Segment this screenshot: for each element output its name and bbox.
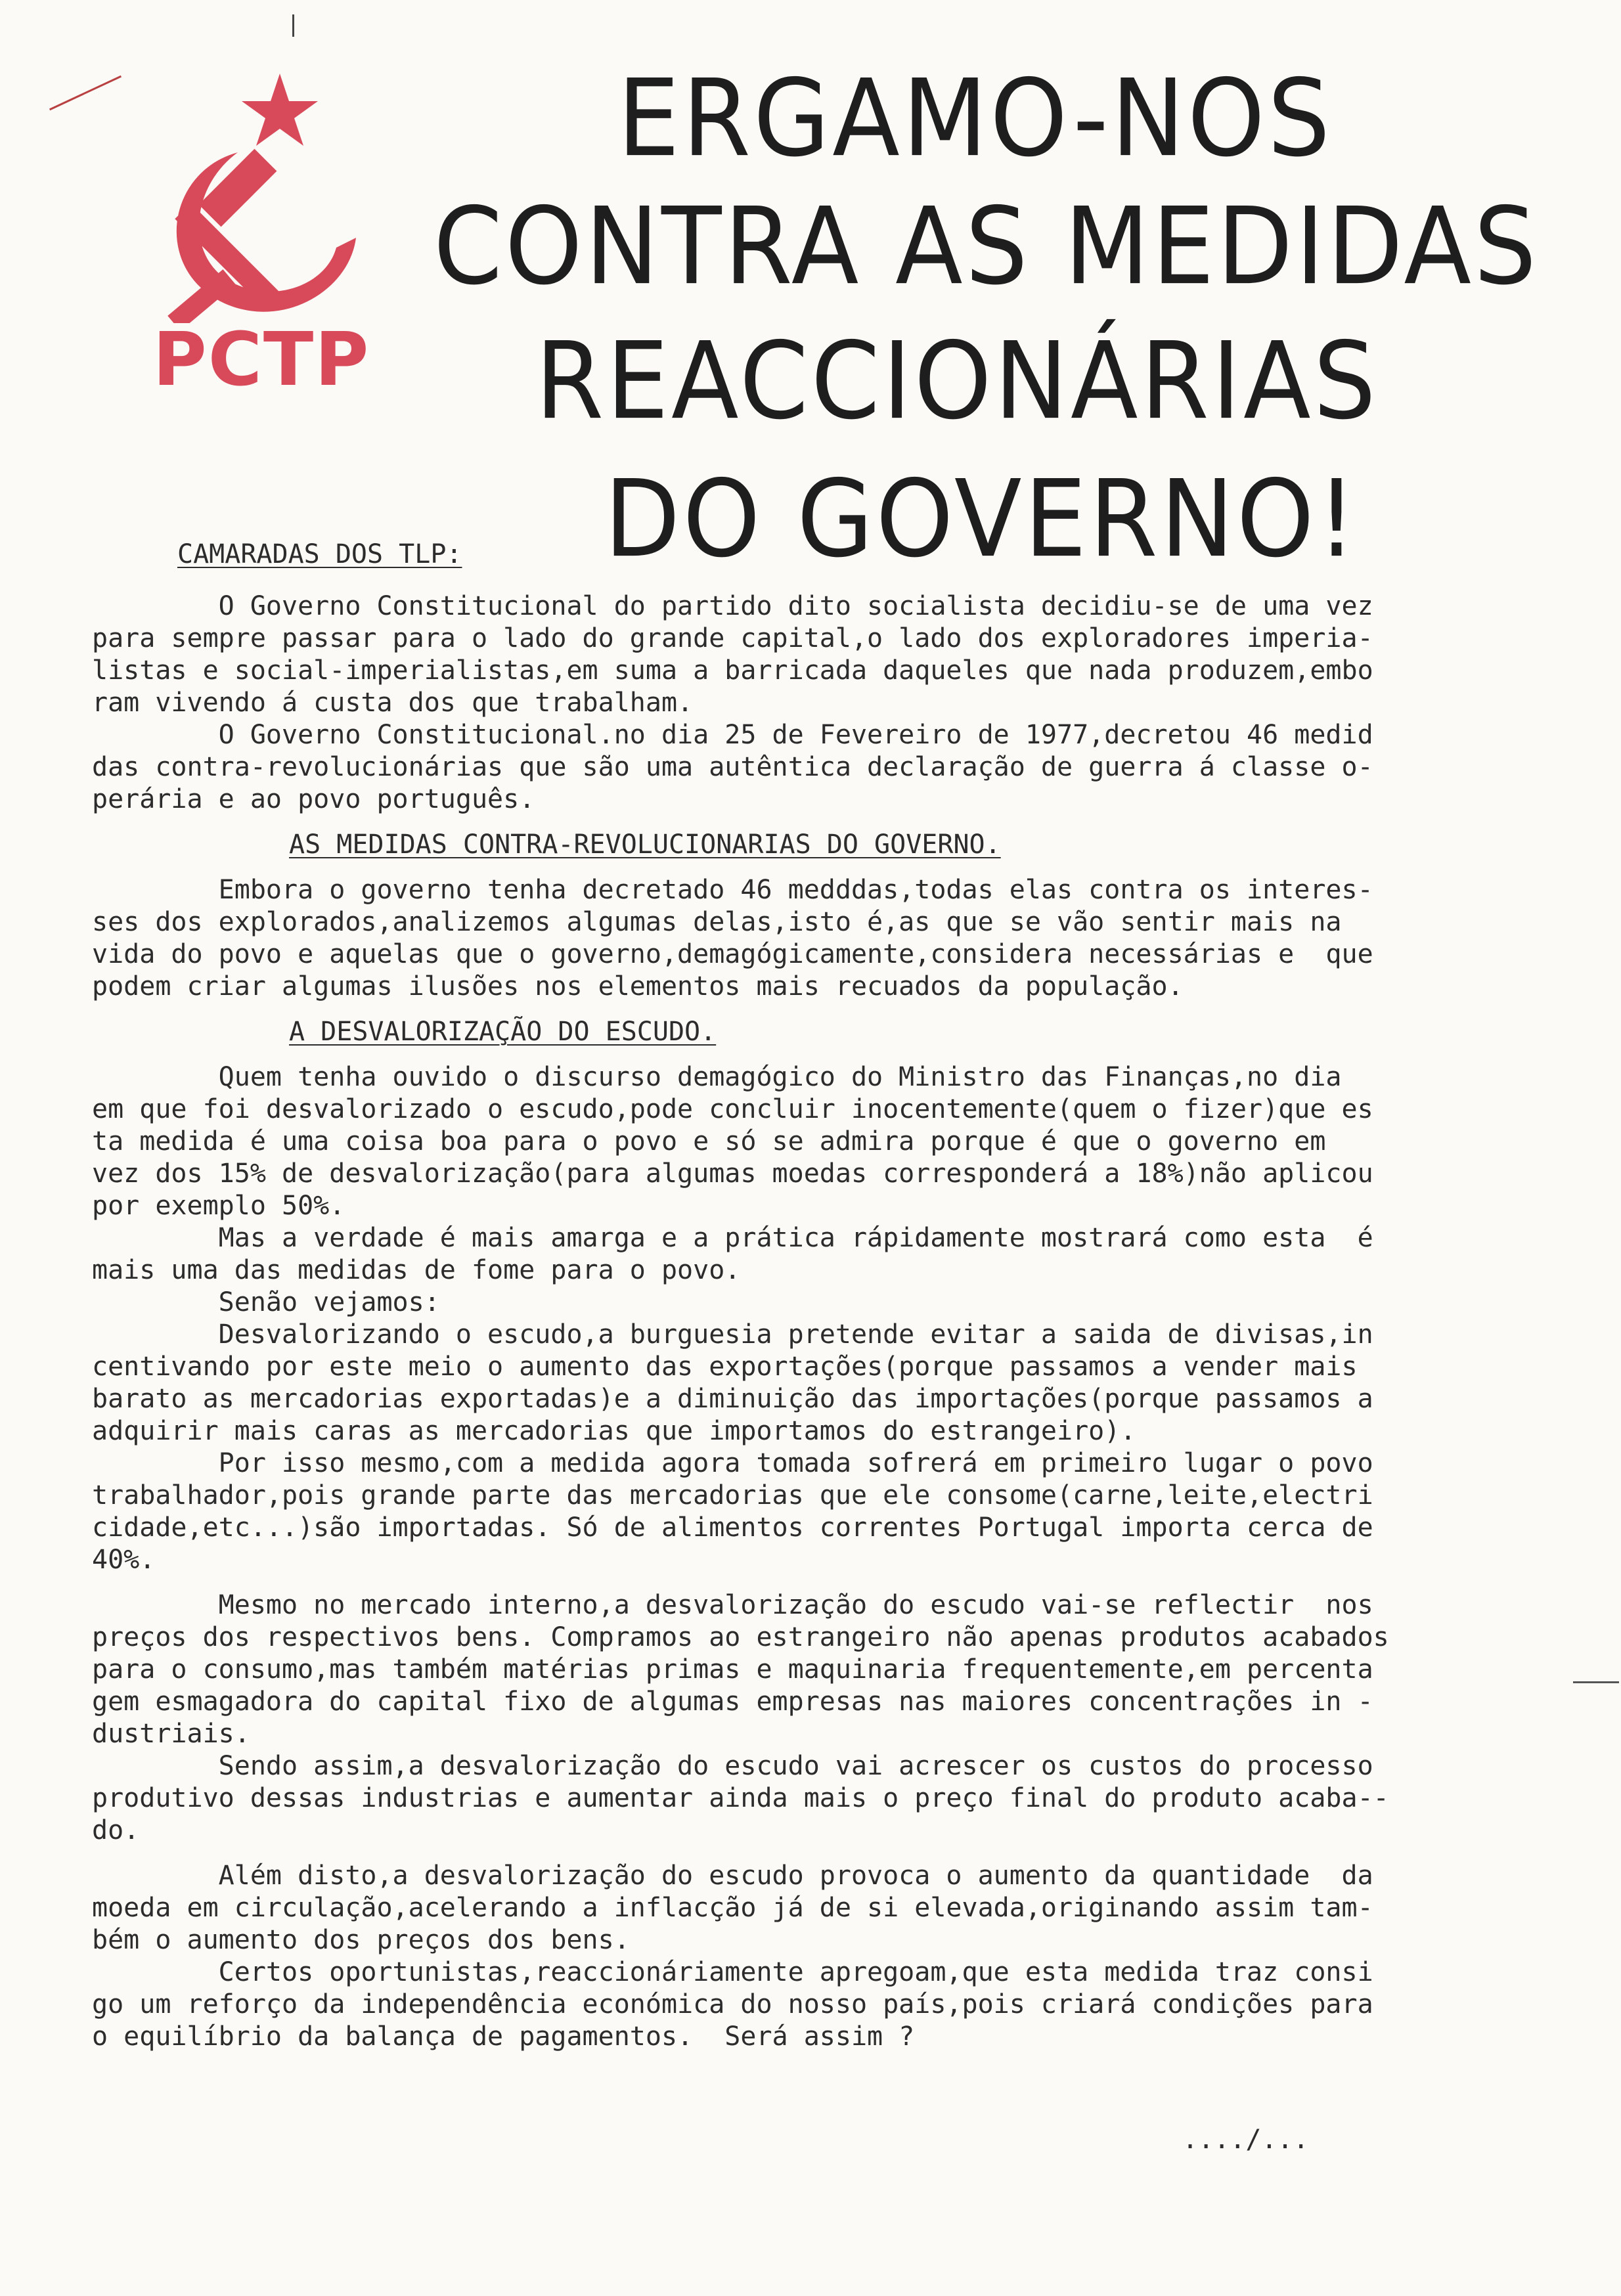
section-heading: A DESVALORIZAÇÃO DO ESCUDO. [289,1017,717,1047]
paragraph-2 [92,719,1550,816]
stray-mark [292,14,294,37]
text-line: mais uma das medidas de fome para o povo. [92,1255,741,1285]
headline-line-4: DO GOVERNO! [604,458,1359,581]
text-line: em que foi desvalorizado o escudo,pode concluir inocentemente(quem o fizer)que es [92,1094,1373,1124]
text-line: Mas a verdade é mais amarga e a prática rápidamente mostrará como esta é [92,1223,1373,1253]
text-line: barato as mercadorias exportadas)e a diminuição das importações(porque passamos a [92,1384,1373,1414]
text-line: O Governo Constitucional do partido dito socialista decidiu-se de uma vez [92,591,1373,621]
text-line: adquirir mais caras as mercadorias que importamos do estrangeiro). [92,1416,1136,1446]
text-line: bém o aumento dos preços dos bens. [92,1925,630,1955]
section-heading: AS MEDIDAS CONTRA-REVOLUCIONARIAS DO GOVERNO. [289,829,1001,860]
text-line: do. [92,1815,140,1845]
text-line: ta medida é uma coisa boa para o povo e só se admira porque é que o governo em [92,1126,1326,1157]
salutation: CAMARADAS DOS TLP: [177,539,462,569]
text-line: Quem tenha ouvido o discurso demagógico do Ministro das Finanças,no dia [92,1062,1342,1092]
text-line: das contra-revolucionárias que são uma autêntica declaração de guerra á classe o- [92,752,1373,782]
text-line: moeda em circulação,acelerando a inflacção já de si elevada,originando assim tam- [92,1893,1373,1923]
paragraph-1 [92,590,1550,719]
text-line: go um reforço da independência económica do nosso país,pois criará condições para [92,1989,1373,2020]
text-line: ses dos explorados,analizemos algumas delas,isto é,as que se vão sentir mais na [92,907,1342,937]
text-line: o equilíbrio da balança de pagamentos. Será assim ? [92,2021,915,2052]
continuation-mark: ..../... [1182,2125,1309,2155]
text-line: preços dos respectivos bens. Compramos ao estrangeiro não apenas produtos acabados [92,1622,1389,1652]
text-line: listas e social-imperialistas,em suma a barricada daqueles que nada produzem,embo [92,655,1373,686]
text-line: O Governo Constitucional.no dia 25 de Fevereiro de 1977,decretou 46 medid [92,720,1373,750]
text-line: 40%. [92,1545,156,1575]
paragraph-7 [92,1860,1550,2053]
text-line: vez dos 15% de desvalorização(para algumas moedas corresponderá a 18%)não aplicou [92,1159,1373,1189]
document-body [92,539,1550,2053]
text-line: perária e ao povo português. [92,784,535,814]
text-line: Mesmo no mercado interno,a desvalorização do escudo vai-se reflectir nos [92,1590,1373,1620]
paragraph-4 [92,1061,1550,1222]
text-line: Por isso mesmo,com a medida agora tomada sofrerá em primeiro lugar o povo [92,1448,1373,1478]
logo-text: PCTP [152,317,370,403]
text-line: Sendo assim,a desvalorização do escudo vai acrescer os custos do processo [92,1751,1373,1781]
paragraph-6 [92,1589,1550,1847]
stray-mark [1573,1681,1619,1683]
text-line: centivando por este meio o aumento das exportações(porque passamos a vender mais [92,1352,1358,1382]
stray-mark [49,76,122,110]
text-line: gem esmagadora do capital fixo de algumas empresas nas maiores concentrações in - [92,1687,1373,1717]
text-line: cidade,etc...)são importadas. Só de alimentos correntes Portugal importa cerca de [92,1512,1373,1543]
text-line: produtivo dessas industrias e aumentar ainda mais o preço final do produto acaba-- [92,1783,1389,1813]
text-line: trabalhador,pois grande parte das mercadorias que ele consome(carne,leite,electri [92,1480,1373,1511]
headline-line-3: REACCIONÁRIAS [535,320,1379,443]
text-line: Senão vejamos: [92,1287,440,1317]
pctp-logo [139,74,384,402]
text-line: para sempre passar para o lado do grande capital,o lado dos exploradores imperia- [92,623,1373,653]
headline-line-2: CONTRA AS MEDIDAS [433,185,1540,309]
text-line: Desvalorizando o escudo,a burguesia pretende evitar a saida de divisas,in [92,1319,1373,1350]
text-line: dustriais. [92,1719,250,1749]
paragraph-3 [92,874,1550,1003]
text-line: para o consumo,mas também matérias primas e maquinaria frequentemente,em percenta [92,1654,1373,1685]
paragraph-5 [92,1222,1550,1576]
star-icon [242,74,318,146]
hammer-sickle-star-icon [139,74,384,323]
text-line: por exemplo 50%. [92,1191,345,1221]
text-line: Além disto,a desvalorização do escudo provoca o aumento da quantidade da [92,1861,1373,1891]
text-line: ram vivendo á custa dos que trabalham. [92,688,694,718]
text-line: podem criar algumas ilusões nos elementos mais recuados da população. [92,971,1184,1002]
text-line: vida do povo e aquelas que o governo,demagógicamente,considera necessárias e que [92,939,1373,969]
text-line: Embora o governo tenha decretado 46 medddas,todas elas contra os interes- [92,875,1373,905]
headline-line-1: ERGAMO-NOS [617,57,1333,181]
text-line: Certos oportunistas,reaccionáriamente apregoam,que esta medida traz consi [92,1957,1373,1987]
